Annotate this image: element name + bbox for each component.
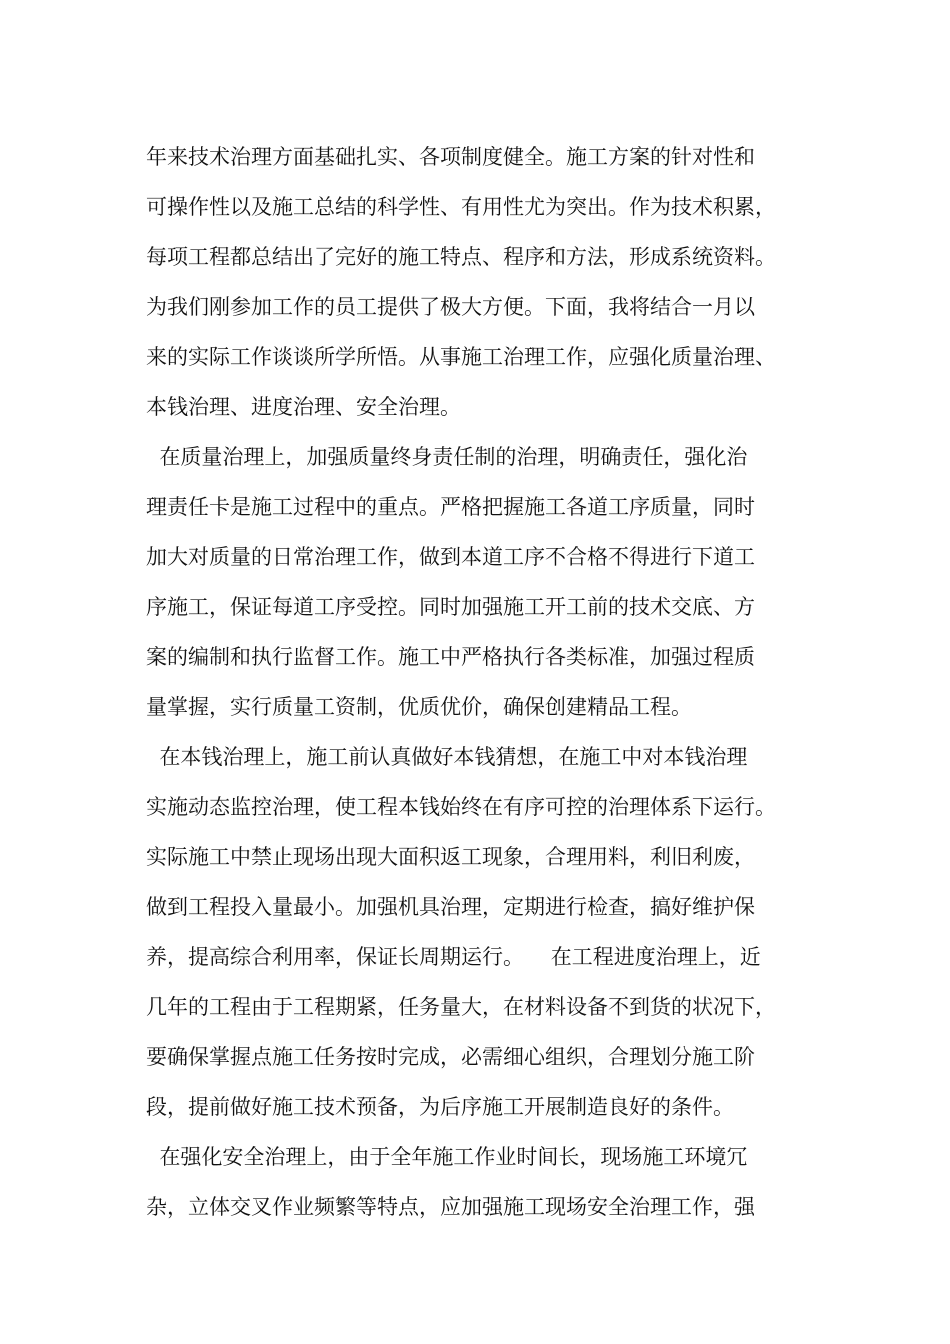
text-line-1: 年来技术治理方面基础扎实、各项制度健全。施工方案的针对性和 [146, 145, 755, 169]
text-line-6: 本钱治理、进度治理、安全治理。 [146, 395, 461, 419]
text-line-3: 每项工程都总结出了完好的施工特点、程序和方法，形成系统资料。 [146, 245, 776, 269]
text-line-9: 加大对质量的日常治理工作，做到本道工序不合格不得进行下道工 [146, 545, 755, 569]
text-line-15: 实际施工中禁止现场出现大面积返工现象，合理用料，利旧利废， [146, 845, 755, 869]
text-line-18: 几年的工程由于工程期紧，任务量大，在材料设备不到货的状况下， [146, 995, 776, 1019]
text-line-13: 在本钱治理上，施工前认真做好本钱猜想，在施工中对本钱治理 [146, 745, 748, 769]
text-line-4: 为我们刚参加工作的员工提供了极大方便。下面，我将结合一月以 [146, 295, 755, 319]
text-line-11: 案的编制和执行监督工作。施工中严格执行各类标准，加强过程质 [146, 645, 755, 669]
body-text [146, 132, 826, 1232]
text-line-8: 理责任卡是施工过程中的重点。严格把握施工各道工序质量，同时 [146, 495, 755, 519]
text-line-7: 在质量治理上，加强质量终身责任制的治理，明确责任，强化治 [146, 445, 748, 469]
text-line-21: 在强化安全治理上，由于全年施工作业时间长，现场施工环境冗 [146, 1145, 748, 1169]
text-line-20: 段，提前做好施工技术预备，为后序施工开展制造良好的条件。 [146, 1095, 734, 1119]
text-line-5: 来的实际工作谈谈所学所悟。从事施工治理工作，应强化质量治理、 [146, 345, 776, 369]
text-line-2: 可操作性以及施工总结的科学性、有用性尤为突出。作为技术积累， [146, 195, 776, 219]
text-line-16: 做到工程投入量最小。加强机具治理，定期进行检查，搞好维护保 [146, 895, 755, 919]
text-line-14: 实施动态监控治理，使工程本钱始终在有序可控的治理体系下运行。 [146, 795, 776, 819]
text-line-12: 量掌握，实行质量工资制，优质优价，确保创建精品工程。 [146, 695, 692, 719]
text-line-19: 要确保掌握点施工任务按时完成，必需细心组织，合理划分施工阶 [146, 1045, 755, 1069]
text-line-10: 序施工，保证每道工序受控。同时加强施工开工前的技术交底、方 [146, 595, 755, 619]
text-line-22: 杂，立体交叉作业频繁等特点，应加强施工现场安全治理工作，强 [146, 1195, 755, 1219]
text-line-17: 养，提高综合利用率，保证长周期运行。 在工程进度治理上，近 [146, 945, 761, 969]
